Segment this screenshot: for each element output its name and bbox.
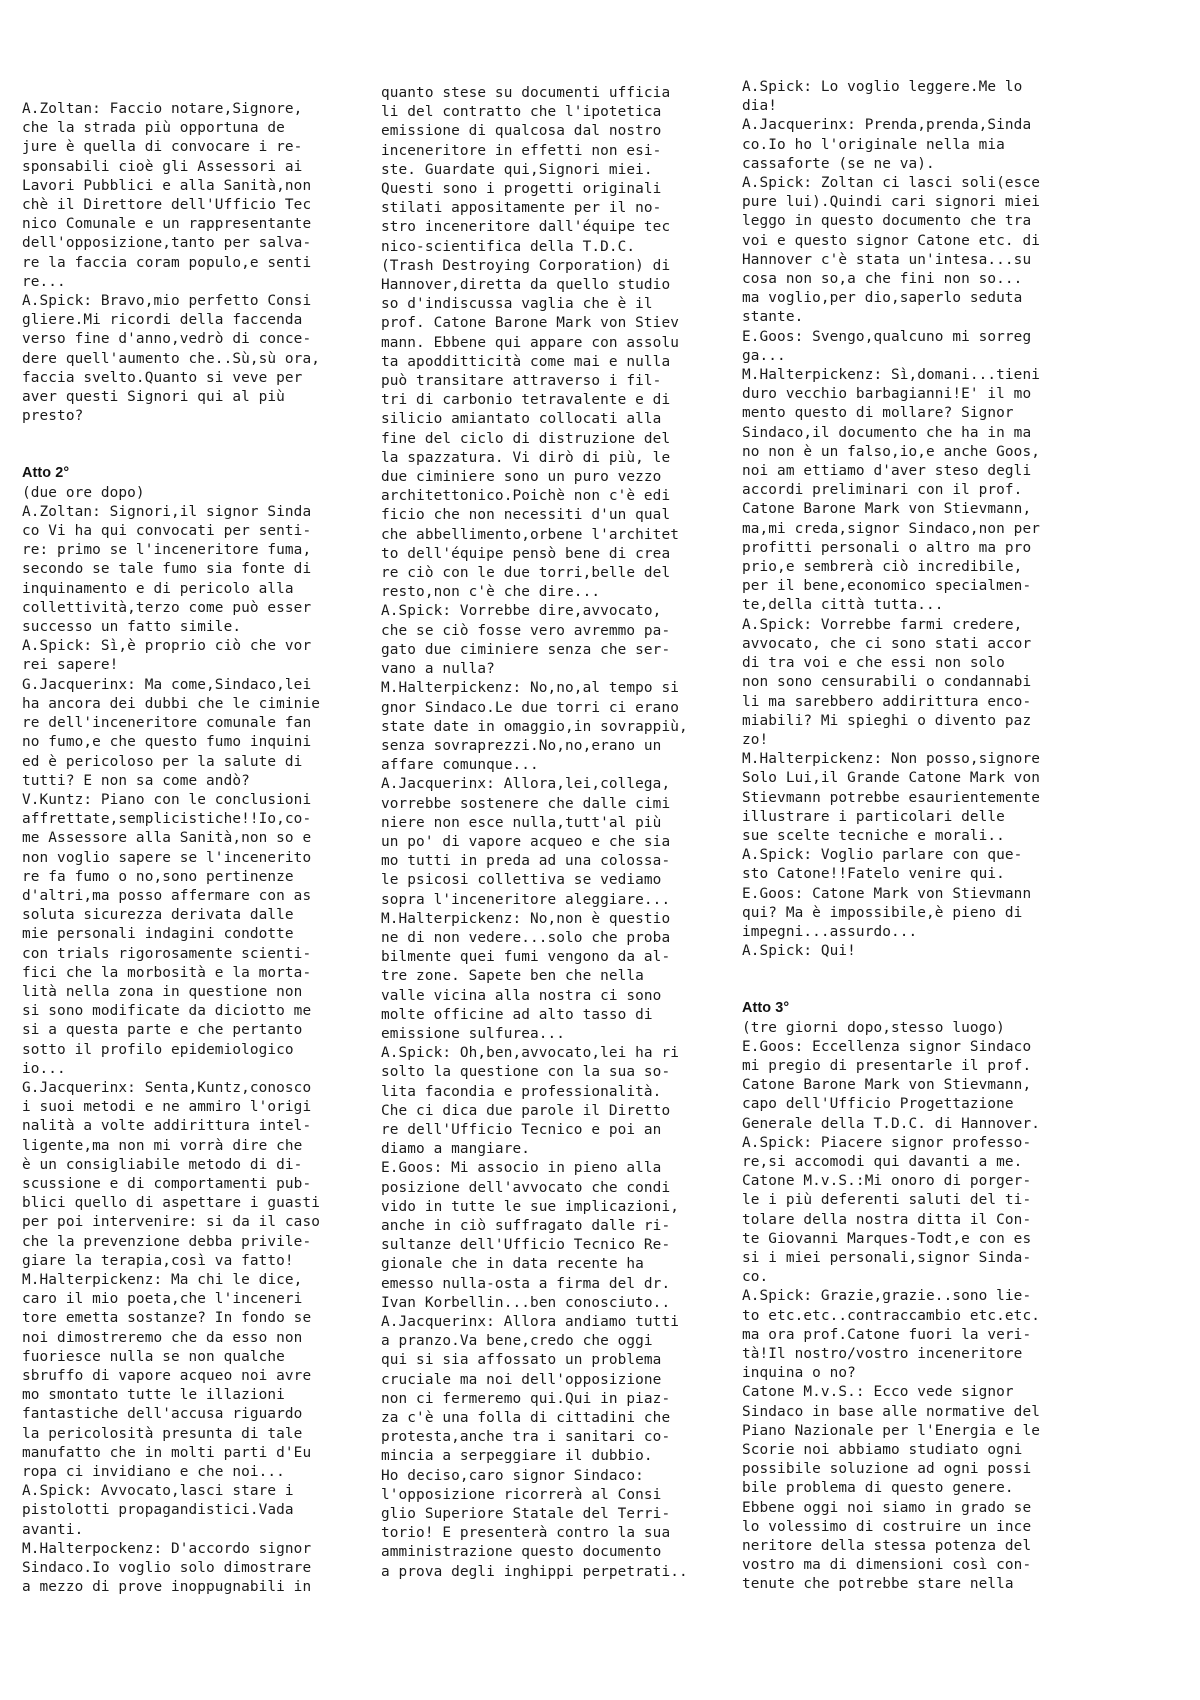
text-line: senza sovraprezzi.No,no,erano un	[381, 737, 662, 754]
text-line: E.Goos: Mi associo in pieno alla	[381, 1160, 662, 1177]
text-line: soluta sicurezza derivata dalle	[22, 907, 294, 924]
text-line: state date in omaggio,in sovrappiù,	[381, 718, 688, 735]
text-line: che la prevenzione debba privile-	[22, 1233, 312, 1250]
text-line: G.Jacquerinx: Ma come,Sindaco,lei	[22, 676, 312, 693]
text-line: fuoriesce nulla se non qualche	[22, 1348, 285, 1365]
text-line: gnor Sindaco.Le due torri ci erano	[381, 699, 679, 716]
text-line: A.Zoltan: Signori,il signor Sinda	[22, 503, 312, 520]
text-line: si sono modificate da diciotto me	[22, 1003, 312, 1020]
text-line: za c'è una folla di cittadini che	[381, 1410, 671, 1427]
text-line: protesta,anche tra i sanitari co-	[381, 1429, 671, 1446]
text-line: dere quell'aumento che..Sù,sù ora,	[22, 350, 320, 367]
text-line: d'altri,ma posso affermare con as	[22, 887, 312, 904]
text-line: stilati appositamente per il no-	[381, 200, 662, 217]
text-line: re ciò con le due torri,belle del	[381, 565, 671, 582]
text-line: Catone M.v.S.:Mi onoro di porger-	[742, 1173, 1032, 1190]
text-line: mi pregio di presentarle il prof.	[742, 1057, 1032, 1074]
text-line: affrettate,semplicistiche!!Io,co-	[22, 811, 312, 828]
text-line: scussione e di comportamenti pub-	[22, 1175, 312, 1192]
text-line: Sindaco,il documento che ha in ma	[742, 424, 1032, 441]
text-line: si a questa parte e che pertanto	[22, 1022, 303, 1039]
text-line: la pericolosità presunta di tale	[22, 1425, 303, 1442]
text-line: ma,mi creda,signor Sindaco,non per	[742, 520, 1040, 537]
text-line: è un consigliabile metodo di di-	[22, 1156, 303, 1173]
text-line: M.Halterpockenz: D'accordo signor	[22, 1540, 312, 1557]
text-line: cassaforte (se ne va).	[742, 155, 935, 172]
text-line: per poi intervenire: si da il caso	[22, 1214, 320, 1231]
text-line: sto Catone!!Fatelo venire qui.	[742, 866, 1005, 883]
text-line: sultanze dell'Ufficio Tecnico Re-	[381, 1237, 671, 1254]
act1-text	[22, 100, 382, 426]
act2-continued-text	[742, 78, 1102, 961]
text-line: qui si sia affossato un problema	[381, 1352, 662, 1369]
text-line: noi am ettiamo d'aver steso degli	[742, 463, 1032, 480]
text-line: niere non esce nulla,tutt'al più	[381, 814, 662, 831]
text-line: fine del ciclo di distruzione del	[381, 430, 671, 447]
text-line: non sono censurabili o condannabi	[742, 674, 1032, 691]
text-line: presto?	[22, 408, 84, 425]
text-line: E.Goos: Catone Mark von Stievmann	[742, 885, 1032, 902]
text-line: Hannover c'è stata un'intesa...su	[742, 251, 1032, 268]
text-line: ga...	[742, 347, 786, 364]
text-line: ficio che non necessiti d'un qual	[381, 507, 671, 524]
text-line: E.Goos: Eccellenza signor Sindaco	[742, 1038, 1032, 1055]
text-line: ta apodditticità come mai e nulla	[381, 353, 671, 370]
text-line: lità nella zona in questione non	[22, 983, 303, 1000]
text-line: aver questi Signori qui al più	[22, 389, 285, 406]
text-line: con trials rigorosamente scienti-	[22, 945, 312, 962]
text-line: un po' di vapore acqueo e che sia	[381, 833, 671, 850]
text-line: successo un fatto simile.	[22, 619, 242, 636]
text-line: A.Jacquerinx: Prenda,prenda,Sinda	[742, 117, 1032, 134]
text-line: torio! E presenterà contro la sua	[381, 1525, 671, 1542]
text-line: ma ora prof.Catone fuori la veri-	[742, 1326, 1032, 1343]
text-line: vido in tutte le sue implicazioni,	[381, 1198, 679, 1215]
text-line: ligente,ma non mi vorrà dire che	[22, 1137, 303, 1154]
text-line: fantastiche dell'accusa riguardo	[22, 1406, 303, 1423]
text-line: re,si accomodi qui davanti a me.	[742, 1153, 1023, 1170]
text-line: Scorie noi abbiamo studiato ogni	[742, 1442, 1023, 1459]
text-line: A.Spick: Bravo,mio perfetto Consi	[22, 293, 312, 310]
text-line: Sindaco.Io voglio solo dimostrare	[22, 1560, 312, 1577]
text-line: no fumo,e che questo fumo inquini	[22, 734, 312, 751]
text-line: nico Comunale e un rappresentante	[22, 216, 312, 233]
text-line: glio Superiore Statale del Terri-	[381, 1506, 671, 1523]
text-line: Piano Nazionale per l'Energia e le	[742, 1422, 1040, 1439]
text-line: ha ancora dei dubbi che le ciminie	[22, 695, 320, 712]
text-line: M.Halterpickenz: Non posso,signore	[742, 751, 1040, 768]
text-line: te,della città tutta...	[742, 597, 944, 614]
text-line: cruciale ma noi dell'opposizione	[381, 1371, 662, 1388]
text-line: le psicosi collettiva se vediamo	[381, 872, 662, 889]
text-line: jure è quella di convocare i re-	[22, 139, 303, 156]
text-line: M.Halterpickenz: Ma chi le dice,	[22, 1271, 303, 1288]
text-line: molte officine ad alto tasso di	[381, 1006, 653, 1023]
text-line: re dell'inceneritore comunale fan	[22, 715, 312, 732]
text-line: tà!Il nostro/vostro inceneritore	[742, 1346, 1023, 1362]
text-line: ste. Guardate qui,Signori miei.	[381, 161, 653, 178]
text-line: V.Kuntz: Piano con le conclusioni	[22, 791, 312, 808]
text-line: sponsabili cioè gli Assessori ai	[22, 158, 303, 175]
text-line: sbruffo di vapore acqueo noi avre	[22, 1368, 312, 1384]
text-line: A.Spick: Lo voglio leggere.Me lo	[742, 79, 1023, 95]
text-line: anche in ciò suffragato dalle ri-	[381, 1217, 671, 1234]
act3-heading: Atto 3°	[742, 1000, 790, 1017]
text-line: ropa ci invidiano e che noi...	[22, 1464, 285, 1481]
text-line: Hannover,diretta da quello studio	[381, 277, 671, 294]
text-line: lo volessimo di costruire un ince	[742, 1518, 1032, 1535]
text-line: inquina o no?	[742, 1365, 856, 1382]
text-line: co.	[742, 1269, 769, 1286]
text-line: tutti? E non sa come andò?	[22, 772, 250, 789]
text-line: tolare della nostra ditta il Con-	[742, 1211, 1032, 1228]
text-line: mento questo di mollare? Signor	[742, 405, 1014, 422]
text-line: Questi sono i progetti originali	[381, 181, 662, 198]
text-line: A.Spick: Avvocato,lasci stare i	[22, 1483, 294, 1500]
text-line: valle vicina alla nostra ci sono	[381, 987, 662, 1004]
text-line: a prova degli inghippi perpetrati..	[381, 1563, 688, 1580]
text-line: pure lui).Quindi cari signori miei	[742, 194, 1040, 211]
text-line: gionale che in data recente ha	[381, 1256, 644, 1273]
text-line: inquinamento e di pericolo alla	[22, 580, 294, 597]
text-line: amministrazione questo documento	[381, 1544, 662, 1561]
text-line: M.Halterpickenz: No,no,al tempo si	[381, 680, 679, 697]
text-line: A.Spick: Oh,ben,avvocato,lei ha ri	[381, 1045, 679, 1062]
text-line: Stievmann potrebbe esaurientemente	[742, 789, 1040, 806]
text-line: co Vi ha qui convocati per senti-	[22, 523, 312, 540]
text-line: resto,non c'è che dire...	[381, 584, 601, 601]
text-line: leggo in questo documento che tra	[742, 213, 1032, 230]
text-line: Lavori Pubblici e alla Sanità,non	[22, 177, 312, 194]
text-line: lita facondia e professionalità.	[381, 1083, 662, 1100]
text-line: me Assessore alla Sanità,non so e	[22, 830, 312, 847]
text-line: A.Spick: Vorrebbe dire,avvocato,	[381, 603, 662, 620]
text-line: bile problema di questo genere.	[742, 1480, 1014, 1497]
text-line: Ho deciso,caro signor Sindaco:	[381, 1467, 644, 1484]
text-line: avvocato, che ci sono stati accor	[742, 635, 1032, 652]
act2-text	[22, 484, 382, 1598]
column-right	[742, 78, 1102, 1595]
text-line: le i più deferenti saluti del ti-	[742, 1192, 1032, 1209]
text-line: sopra l'inceneritore aleggiare...	[381, 891, 671, 908]
text-line: impegni...assurdo...	[742, 923, 918, 940]
text-line: diamo a mangiare.	[381, 1141, 530, 1158]
text-line: gato due ciminiere senza che ser-	[381, 641, 671, 658]
text-line: neritore della stessa potenza del	[742, 1538, 1032, 1555]
column-middle-text	[381, 84, 741, 1582]
text-line: stro inceneritore dall'équipe tec	[381, 219, 671, 236]
text-line: so d'indiscussa vaglia che è il	[381, 296, 653, 313]
text-line: to etc.etc..contraccambio etc.etc.	[742, 1307, 1040, 1324]
text-line: (Trash Destroying Corporation) di	[381, 257, 671, 274]
text-line: l'opposizione ricorrerà al Consi	[381, 1486, 662, 1503]
text-line: mann. Ebbene qui appare con assolu	[381, 334, 679, 351]
text-line: Catone Barone Mark von Stievmann,	[742, 501, 1032, 518]
text-line: prio,e sembrerà ciò incredibile,	[742, 559, 1023, 576]
text-line: io...	[22, 1060, 66, 1077]
text-line: gliere.Mi ricordi della faccenda	[22, 312, 303, 329]
text-line: miabili? Mi spieghi o divento paz	[742, 712, 1032, 729]
text-line: capo dell'Ufficio Progettazione	[742, 1096, 1014, 1113]
text-line: collettività,terzo come può esser	[22, 599, 312, 616]
text-line: A.Spick: Grazie,grazie..sono lie-	[742, 1288, 1032, 1305]
text-line: mo tutti in preda ad una colossa-	[381, 853, 671, 870]
text-line: re dell'Ufficio Tecnico e poi an	[381, 1121, 662, 1138]
text-line: nalità a volte addirittura intel-	[22, 1118, 312, 1135]
text-line: dia!	[742, 98, 778, 115]
text-line: re: primo se l'inceneritore fuma,	[22, 542, 312, 559]
text-line: possibile soluzione ad ogni possi	[742, 1461, 1032, 1478]
text-line: avanti.	[22, 1521, 84, 1538]
text-line: profitti personali o altro ma pro	[742, 539, 1032, 556]
text-line: G.Jacquerinx: Senta,Kuntz,conosco	[22, 1079, 312, 1096]
text-line: secondo se tale fumo sia fonte di	[22, 561, 312, 578]
text-line: nico-scientifica della T.D.C.	[381, 238, 636, 255]
text-line: A.Jacquerinx: Allora andiamo tutti	[381, 1314, 679, 1330]
text-line: può transitare attraverso i fil-	[381, 373, 662, 390]
text-line: A.Spick: Voglio parlare con que-	[742, 847, 1023, 864]
text-line: mie personali indagini condotte	[22, 926, 294, 943]
text-line: Generale della T.D.C. di Hannover.	[742, 1115, 1040, 1132]
text-line: che la strada più opportuna de	[22, 120, 285, 137]
text-line: duro vecchio barbagianni!E' il mo	[742, 386, 1032, 403]
text-line: Catone Barone Mark von Stievmann,	[742, 1077, 1032, 1094]
text-line: faccia svelto.Quanto si veve per	[22, 369, 303, 386]
text-line: emesso nulla-osta a firma del dr.	[381, 1275, 671, 1292]
text-line: manufatto che in molti parti d'Eu	[22, 1444, 312, 1461]
text-line: rei sapere!	[22, 657, 119, 674]
text-line: li ma sarebbero addirittura enco-	[742, 693, 1032, 710]
text-line: M.Halterpickenz: No,non è questio	[381, 910, 671, 927]
text-line: A.Zoltan: Faccio notare,Signore,	[22, 101, 303, 117]
text-line: blici quello di aspettare i guasti	[22, 1195, 320, 1212]
text-line: (due ore dopo)	[22, 484, 145, 501]
text-line: architettonico.Poichè non c'è edi	[381, 488, 671, 505]
text-line: emissione sulfurea...	[381, 1025, 566, 1042]
text-line: cosa non so,a che fini non so...	[742, 271, 1023, 288]
text-line: Ebbene oggi noi siamo in grado se	[742, 1499, 1032, 1516]
text-line: di tra voi e che essi non solo	[742, 655, 1005, 672]
text-line: due ciminiere sono un puro vezzo	[381, 469, 662, 486]
text-line: Ivan Korbellin...ben conosciuto..	[381, 1294, 671, 1311]
text-line: posizione dell'avvocato che condi	[381, 1179, 671, 1196]
text-line: ed è pericoloso per la salute di	[22, 753, 303, 770]
text-line: Che ci dica due parole il Diretto	[381, 1102, 671, 1119]
text-line: Solo Lui,il Grande Catone Mark von	[742, 770, 1040, 787]
text-line: Catone M.v.S.: Ecco vede signor	[742, 1384, 1014, 1401]
column-left	[22, 100, 382, 1597]
text-line: ma voglio,per dio,saperlo seduta	[742, 290, 1023, 307]
text-line: re la faccia coram populo,e senti	[22, 254, 312, 271]
text-line: re fa fumo o no,sono pertinenze	[22, 868, 294, 885]
text-line: A.Spick: Zoltan ci lasci soli(esce	[742, 175, 1040, 192]
text-line: A.Spick: Piacere signor professo-	[742, 1134, 1032, 1151]
text-line: chè il Direttore dell'Ufficio Tec	[22, 197, 312, 214]
text-line: A.Spick: Sì,è proprio ciò che vor	[22, 638, 312, 655]
text-line: zo!	[742, 731, 769, 748]
text-line: giare la terapia,così va fatto!	[22, 1252, 294, 1269]
text-line: A.Jacquerinx: Allora,lei,collega,	[381, 776, 671, 793]
text-line: A.Spick: Vorrebbe farmi credere,	[742, 616, 1023, 633]
text-line: verso fine d'anno,vedrò di conce-	[22, 331, 312, 348]
text-line: tenute che potrebbe stare nella	[742, 1576, 1014, 1593]
text-line: non voglio sapere se l'incenerito	[22, 849, 312, 866]
text-line: si i miei personali,signor Sinda-	[742, 1249, 1032, 1266]
text-line: vano a nulla?	[381, 661, 495, 678]
text-line: a pranzo.Va bene,credo che oggi	[381, 1333, 653, 1350]
text-line: pistolotti propagandistici.Vada	[22, 1502, 294, 1519]
text-line: inceneritore in effetti non esi-	[381, 142, 662, 159]
text-line: tri di carbonio tetravalente e di	[381, 392, 671, 409]
text-line: A.Spick: Qui!	[742, 943, 856, 960]
text-line: a mezzo di prove inoppugnabili in	[22, 1579, 312, 1596]
act2-heading: Atto 2°	[22, 465, 70, 482]
text-line: te Giovanni Marques-Todt,e con es	[742, 1230, 1032, 1247]
text-line: voi e questo signor Catone etc. di	[742, 232, 1040, 249]
text-line: la spazzatura. Vi dirò di più, le	[381, 449, 671, 466]
text-line: vostro ma di dimensioni così con-	[742, 1557, 1032, 1574]
text-line: mincia a serpeggiare il dubbio.	[381, 1448, 653, 1465]
text-line: che se ciò fosse vero avremmo pa-	[381, 622, 671, 639]
text-line: to dell'équipe pensò bene di crea	[381, 545, 671, 562]
text-line: solto la questione con la sua so-	[381, 1064, 671, 1081]
text-line: per il bene,economico specialmen-	[742, 578, 1032, 595]
column-middle	[381, 84, 741, 1582]
text-line: Sindaco in base alle normative del	[742, 1403, 1040, 1420]
text-line: no non è un falso,io,e anche Goos,	[742, 443, 1040, 460]
text-line: li del contratto che l'ipotetica	[381, 104, 662, 121]
text-line: (tre giorni dopo,stesso luogo)	[742, 1019, 1005, 1036]
act3-text	[742, 1019, 1102, 1595]
text-line: sotto il profilo epidemiologico	[22, 1041, 294, 1058]
text-line: che abbellimento,orbene l'architet	[381, 526, 679, 543]
text-line: re...	[22, 273, 66, 290]
text-line: prof. Catone Barone Mark von Stiev	[381, 315, 679, 332]
text-line: sue scelte tecniche e morali..	[742, 827, 1005, 844]
text-line: vorrebbe sostenere che dalle cimi	[381, 795, 671, 812]
text-line: stante.	[742, 309, 804, 326]
text-line: i suoi metodi e ne ammiro l'origi	[22, 1099, 312, 1116]
text-line: affare comunque...	[381, 757, 539, 774]
text-line: ne di non vedere...solo che proba	[381, 929, 671, 946]
text-line: M.Halterpickenz: Sì,domani...tieni	[742, 367, 1040, 384]
text-line: tore emetta sostanze? In fondo se	[22, 1310, 312, 1327]
text-line: bilmente quei fumi vengono da al-	[381, 949, 671, 966]
text-line: E.Goos: Svengo,qualcuno mi sorreg	[742, 328, 1032, 345]
text-line: illustrare i particolari delle	[742, 808, 1005, 825]
text-line: emissione di qualcosa dal nostro	[381, 123, 662, 140]
text-line: accordi preliminari con il prof.	[742, 482, 1023, 499]
text-line: co.Io ho l'originale nella mia	[742, 136, 1005, 153]
text-line: non ci fermeremo qui.Qui in piaz-	[381, 1390, 671, 1407]
text-line: quanto stese su documenti ufficia	[381, 85, 671, 101]
text-line: mo smontato tutte le illazioni	[22, 1387, 285, 1404]
text-line: tre zone. Sapete ben che nella	[381, 968, 644, 985]
text-line: qui? Ma è impossibile,è pieno di	[742, 904, 1023, 921]
text-line: caro il mio poeta,che l'inceneri	[22, 1291, 303, 1308]
text-line: dell'opposizione,tanto per salva-	[22, 235, 312, 252]
text-line: silicio amiantato collocati alla	[381, 411, 662, 428]
text-line: noi dimostreremo che da esso non	[22, 1329, 303, 1346]
text-line: fici che la morbosità e la morta-	[22, 964, 312, 981]
